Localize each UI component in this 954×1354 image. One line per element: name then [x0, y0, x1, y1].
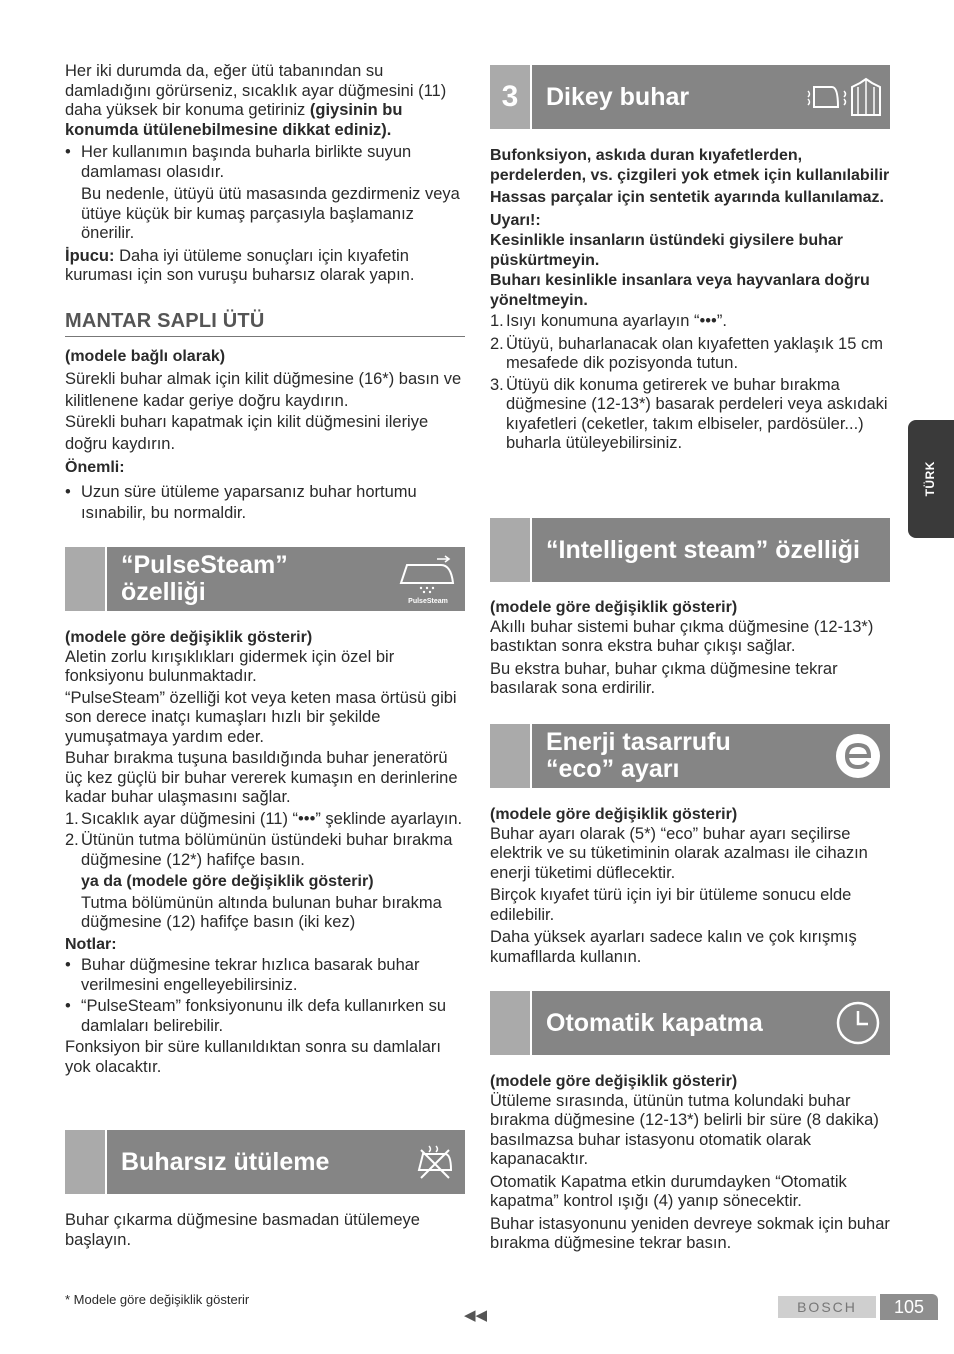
auto-off-p3: Buhar istasyonunu yeniden devreye sokmak için buhar bırakma düğmesine tekrar basın.	[490, 1214, 890, 1252]
banner-tab	[65, 1130, 107, 1194]
banner-bar	[532, 724, 890, 788]
page-nav-back-icon[interactable]: ◀◀	[464, 1307, 488, 1324]
intro-paragraph	[65, 62, 465, 140]
dry-ironing-text: Buhar çıkarma düğmesine basmadan ütülemeye başlayın.	[65, 1211, 420, 1249]
pulsesteam-step2-alt: Tutma bölümünün altında bulunan buhar bırakma düğmesine (12) hafifçe basın (iki kez)	[81, 893, 442, 931]
vertical-steam-title: Dikey buhar	[546, 82, 690, 111]
intelligent-steam-banner	[490, 518, 890, 582]
eco-model-note: (modele göre değişiklik gösterir)	[490, 806, 738, 823]
step-number: 1.	[490, 312, 504, 330]
pulsesteam-p1: Aletin zorlu kırışıklıkları gidermek için özel bir fonksiyonu bulunmaktadır.	[65, 647, 395, 685]
step-number: 2.	[65, 831, 79, 849]
mantar-model-note: (modele bağlı olarak)	[65, 347, 226, 365]
step-text: Ütüyü dik konuma getirerek ve buhar bırakma düğmesine (12-13*) basarak perdeleri veya askıdaki kıyafetleri (ceketler, takım elbiseler, pardösüler...) buharla ütüleyebilirsiniz.	[506, 375, 888, 452]
vertical-steam-banner	[490, 65, 890, 129]
intelligent-steam-title: “Intelligent steam” özelliği	[546, 535, 860, 564]
intelligent-steam-section	[490, 598, 890, 699]
vertical-b4: Kesinlikle insanların üstündeki giysilere buhar püskürtmeyin.	[490, 232, 843, 269]
vertical-step3	[490, 376, 890, 454]
pulsesteam-p2: “PulseSteam” özelliği kot veya keten masa örtüsü gibi son derece inatçı kumaşları hızlı bir şekilde yumuşatmaya yardım eder.	[65, 688, 457, 746]
page-number: 105	[880, 1294, 938, 1320]
step-text: Ütüyü, buharlanacak olan kıyafetten yaklaşık 15 cm mesafede dik pozisyonda tutun.	[506, 334, 883, 372]
auto-off-p2: Otomatik Kapatma etkin durumdayken “Otomatik kapatma” kontrol ışığı (4) yanıp sönecektir.	[490, 1172, 847, 1210]
pulsesteam-notes-label: Notlar:	[65, 935, 117, 953]
pulsesteam-title-line1: “PulseSteam”	[121, 551, 288, 579]
eco-section	[490, 805, 890, 967]
eco-banner	[490, 724, 890, 788]
pulsesteam-banner	[65, 547, 465, 611]
mantar-p1: Sürekli buhar almak için kilit düğmesine (16*) basın ve kilitlenene kadar geriye doğru kaydırın.	[65, 370, 462, 410]
pulsesteam-section	[65, 628, 465, 1077]
banner-bar	[107, 547, 465, 611]
vertical-step2	[490, 335, 890, 374]
auto-off-title: Otomatik kapatma	[546, 1008, 763, 1037]
footnote: * Modele göre değişiklik gösterir	[65, 1292, 250, 1307]
vertical-steam-icon	[802, 73, 886, 121]
eco-title-line1: Enerji tasarrufu	[546, 728, 731, 756]
intelligent-p1: Akıllı buhar sistemi buhar çıkma düğmesine (12-13*) bastıktan sonra ekstra buhar çıkışı sağlar.	[490, 617, 874, 655]
intro-bold-text: (giysinin bu konumda ütülenebilmesine dikkat ediniz).	[65, 101, 403, 139]
intro-bullet: • Her kullanımın başında buharla birlikte suyun damlaması olasıdır.	[65, 143, 465, 182]
pulsesteam-title	[121, 552, 288, 606]
step-text: Sıcaklık ayar düğmesini (11) “•••” şeklinde ayarlayın.	[81, 809, 463, 828]
pulsesteam-title-line2: özelliği	[121, 578, 206, 606]
auto-off-model-note: (modele göre değişiklik gösterir)	[490, 1073, 738, 1090]
dry-ironing-title: Buharsız ütüleme	[121, 1147, 330, 1176]
banner-bar	[107, 1130, 465, 1194]
pulsesteam-or-note: ya da (modele göre değişiklik gösterir)	[81, 873, 374, 890]
vertical-b2: Hassas parçalar için sentetik ayarında kullanılamaz.	[490, 189, 884, 206]
vertical-step1	[490, 312, 890, 332]
brand-label: BOSCH	[778, 1296, 876, 1318]
pulsesteam-icon	[397, 555, 459, 603]
eco-title-line2: “eco” ayarı	[546, 755, 680, 783]
intelligent-p2: Bu ekstra buhar, buhar çıkma düğmesine tekrar basılarak sona erdirilir.	[490, 659, 838, 697]
intro-text: Her iki durumda da, eğer ütü tabanından su damladığını görürseniz, sıcaklık ayar düğmesini (11) daha yüksek bir konuma getiriniz	[65, 62, 447, 119]
mantar-bullet: • Uzun süre ütüleme yaparsanız buhar hortumu ısınabilir, bu normaldir.	[65, 482, 465, 525]
mantar-heading: MANTAR SAPLI ÜTÜ	[65, 312, 465, 337]
pulsesteam-icon-label: PulseSteam	[408, 598, 448, 605]
pulsesteam-note2: • “PulseSteam” fonksiyonunu ilk defa kullanırken su damlaları belirebilir.	[65, 997, 465, 1036]
step-number: 1.	[65, 809, 79, 828]
auto-off-banner	[490, 991, 890, 1055]
step-text: Isıyı konumuna ayarlayın “•••”.	[506, 312, 727, 330]
auto-off-section	[490, 1072, 890, 1254]
dry-ironing-section	[65, 1211, 465, 1250]
eco-title	[546, 729, 731, 783]
banner-bar	[532, 65, 890, 129]
intelligent-model-note: (modele göre değişiklik gösterir)	[490, 599, 738, 616]
pulsesteam-note1: • Buhar düğmesine tekrar hızlıca basarak buhar verilmesini engelleyebilirsiniz.	[65, 956, 465, 995]
clock-icon	[834, 999, 882, 1047]
banner-number-tab: 3	[490, 65, 532, 129]
eco-icon	[834, 732, 882, 780]
banner-tab	[65, 547, 107, 611]
step-number: 3.	[490, 375, 504, 394]
tip-text: Daha iyi ütüleme sonuçları için kıyafetin kuruması için son vuruşu buharsız olarak yapın.	[65, 246, 415, 284]
intro-section	[65, 62, 465, 286]
language-tab	[908, 420, 954, 538]
vertical-steam-section	[490, 146, 890, 454]
pulsesteam-step1	[65, 810, 465, 830]
banner-tab	[490, 991, 532, 1055]
step-number: 2.	[490, 334, 504, 353]
no-steam-icon	[409, 1138, 457, 1186]
tip-label: İpucu:	[65, 246, 115, 265]
vertical-warning-label: Uyarı!:	[490, 211, 541, 229]
mantar-p2: Sürekli buharı kapatmak için kilit düğmesini ileriye doğru kaydırın.	[65, 413, 429, 453]
banner-bar	[532, 991, 890, 1055]
mantar-important-label: Önemli:	[65, 459, 125, 476]
pulsesteam-step2	[65, 831, 465, 870]
pulsesteam-model-note: (modele göre değişiklik gösterir)	[65, 629, 313, 646]
language-tab-label: TÜRK	[923, 461, 938, 497]
vertical-b5: Buharı kesinlikle insanlara veya hayvanlara doğru yöneltmeyin.	[490, 272, 870, 309]
eco-p1: Buhar ayarı olarak (5*) “eco” buhar ayarı seçilirse elektrik ve su tüketiminin olarak azalması ile cihazın enerji tüketimi düflecektir.	[490, 824, 868, 882]
pulsesteam-p3: Buhar bırakma tuşuna basıldığında buhar jeneratörü üç kez güçlü bir buhar vererek kumaşın en derinlerine kadar buhar ulaşmasını sağlar.	[65, 749, 458, 806]
auto-off-p1: Ütüleme sırasında, ütünün tutma kolundaki buhar bırakma düğmesine (12-13*) belirli bir süre (8 dakika) basılmazsa buhar istasyonu otomatik olarak kapanacaktır.	[490, 1091, 879, 1168]
banner-bar	[532, 518, 890, 582]
banner-tab	[490, 724, 532, 788]
step-text: Ütünün tutma bölümünün üstündeki buhar bırakma düğmesine (12*) hafifçe basın.	[81, 831, 453, 869]
dry-ironing-banner	[65, 1130, 465, 1194]
vertical-b1: Bufonksiyon, askıda duran kıyafetlerden, perdelerden, vs. çizgileri yok etmek için kullanılabilir	[490, 147, 890, 184]
eco-p2: Birçok kıyafet türü için iyi bir ütüleme sonucu elde edilebilir.	[490, 886, 852, 924]
mantar-section	[65, 312, 465, 525]
intro-bullet-continuation: Bu nedenle, ütüyü ütü masasında gezdirmeniz veya ütüye küçük bir kumaş parçasıyla başlamanız önerilir.	[81, 185, 460, 242]
pulsesteam-after: Fonksiyon bir süre kullanıldıktan sonra su damlaları yok olacaktır.	[65, 1038, 442, 1076]
tip-paragraph	[65, 247, 465, 286]
eco-p3: Daha yüksek ayarları sadece kalın ve çok kırışmış kumafllarda kullanın.	[490, 928, 857, 966]
banner-tab	[490, 518, 532, 582]
